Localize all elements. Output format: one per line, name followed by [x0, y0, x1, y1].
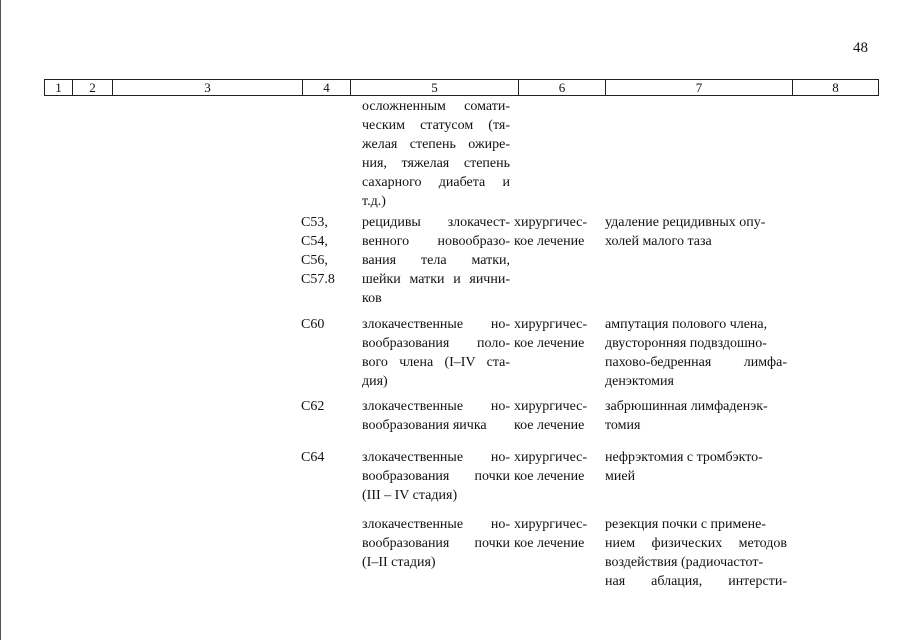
row-1-treatment: [514, 213, 596, 251]
header-col-2: 2: [73, 80, 113, 96]
row-3-diagnosis: [362, 397, 510, 435]
row-3-method-line: томия: [605, 418, 641, 433]
row-2-code: C60: [301, 317, 325, 332]
header-col-8: 8: [793, 80, 879, 96]
row-1-code: C54,: [301, 234, 328, 249]
row-4-treatment-line: хирургичес-: [514, 450, 588, 465]
row-1-code: C53,: [301, 215, 328, 230]
row-2-diagnosis-line: вообразования поло-: [362, 336, 510, 351]
row-3-method: [605, 397, 787, 435]
row-1-diagnosis: [362, 213, 510, 308]
row-4-diagnosis: [362, 448, 510, 505]
row-1-diagnosis-line: рецидивы злокачест-: [362, 215, 510, 230]
row-4-method: [605, 448, 787, 486]
row-1-diagnosis-line: вания тела матки,: [362, 253, 510, 268]
row-3-method-line: забрюшинная лимфаденэк-: [605, 399, 768, 414]
row-3-treatment-line: кое лечение: [514, 418, 585, 433]
row-5-diagnosis-line: (I–II стадия): [362, 555, 436, 570]
row-1-codes: [301, 213, 361, 289]
row-4-diagnosis-line: злокачественные но-: [362, 450, 510, 465]
row-0-diagnosis: [362, 97, 510, 211]
row-2-method-line: пахово-бедренная лимфа-: [605, 355, 787, 370]
row-5-treatment-line: кое лечение: [514, 536, 585, 551]
row-3-treatment: [514, 397, 596, 435]
row-2-diagnosis: [362, 315, 510, 391]
row-3-diagnosis-line: вообразования яичка: [362, 418, 487, 433]
row-2-method-line: ампутация полового члена,: [605, 317, 768, 332]
scan-left-edge: [0, 0, 1, 640]
header-col-3: 3: [113, 80, 303, 96]
row-0-diagnosis-line: сахарного диабета и: [362, 175, 510, 190]
row-0-diagnosis-line: желая степень ожире-: [362, 137, 510, 152]
row-5-method-line: воздействия (радиочастот-: [605, 555, 764, 570]
row-1-diagnosis-line: шейки матки и яични-: [362, 272, 510, 287]
row-3-diagnosis-line: злокачественные но-: [362, 399, 510, 414]
row-4-codes: [301, 448, 361, 467]
row-5-diagnosis: [362, 515, 510, 572]
row-4-treatment: [514, 448, 596, 486]
row-4-method-line: мией: [605, 469, 636, 484]
row-2-method-line: денэктомия: [605, 374, 674, 389]
row-2-treatment-line: хирургичес-: [514, 317, 588, 332]
row-4-treatment-line: кое лечение: [514, 469, 585, 484]
row-5-diagnosis-line: злокачественные но-: [362, 517, 510, 532]
row-2-method: [605, 315, 787, 391]
header-col-5: 5: [351, 80, 519, 96]
row-2-diagnosis-line: дия): [362, 374, 388, 389]
row-5-treatment-line: хирургичес-: [514, 517, 588, 532]
row-4-method-line: нефрэктомия с тромбэкто-: [605, 450, 763, 465]
row-5-method-line: резекция почки с примене-: [605, 517, 766, 532]
row-2-diagnosis-line: злокачественные но-: [362, 317, 510, 332]
row-3-code: C62: [301, 399, 325, 414]
page-number: 48: [853, 40, 868, 56]
row-1-method: [605, 213, 787, 251]
row-0-diagnosis-line: ния, тяжелая степень: [362, 156, 510, 171]
row-1-treatment-line: хирургичес-: [514, 215, 588, 230]
row-2-treatment-line: кое лечение: [514, 336, 585, 351]
row-1-diagnosis-line: ков: [362, 291, 382, 306]
row-1-code: C57.8: [301, 272, 335, 287]
row-5-method-line: нием физических методов: [605, 536, 787, 551]
row-2-diagnosis-line: вого члена (I–IV ста-: [362, 355, 510, 370]
row-4-diagnosis-line: (III – IV стадия): [362, 488, 458, 503]
row-1-method-line: холей малого таза: [605, 234, 712, 249]
header-col-1: 1: [45, 80, 73, 96]
row-1-treatment-line: кое лечение: [514, 234, 585, 249]
column-number-header: [44, 79, 879, 96]
header-col-6: 6: [519, 80, 606, 96]
row-2-codes: [301, 315, 361, 334]
header-col-7: 7: [606, 80, 793, 96]
row-0-diagnosis-line: ческим статусом (тя-: [362, 118, 510, 133]
row-4-diagnosis-line: вообразования почки: [362, 469, 510, 484]
row-3-codes: [301, 397, 361, 416]
row-2-treatment: [514, 315, 596, 353]
row-1-diagnosis-line: венного новообразо-: [362, 234, 510, 249]
row-5-method-line: ная аблация, интерсти-: [605, 574, 787, 589]
row-1-method-line: удаление рецидивных опу-: [605, 215, 766, 230]
row-1-code: C56,: [301, 253, 328, 268]
row-2-method-line: двусторонняя подвздошно-: [605, 336, 767, 351]
row-4-code: C64: [301, 450, 325, 465]
row-0-diagnosis-line: т.д.): [362, 194, 386, 209]
header-col-4: 4: [303, 80, 351, 96]
row-3-treatment-line: хирургичес-: [514, 399, 588, 414]
row-5-treatment: [514, 515, 596, 553]
row-0-diagnosis-line: осложненным сомати-: [362, 99, 510, 114]
row-5-diagnosis-line: вообразования почки: [362, 536, 510, 551]
row-5-method: [605, 515, 787, 591]
